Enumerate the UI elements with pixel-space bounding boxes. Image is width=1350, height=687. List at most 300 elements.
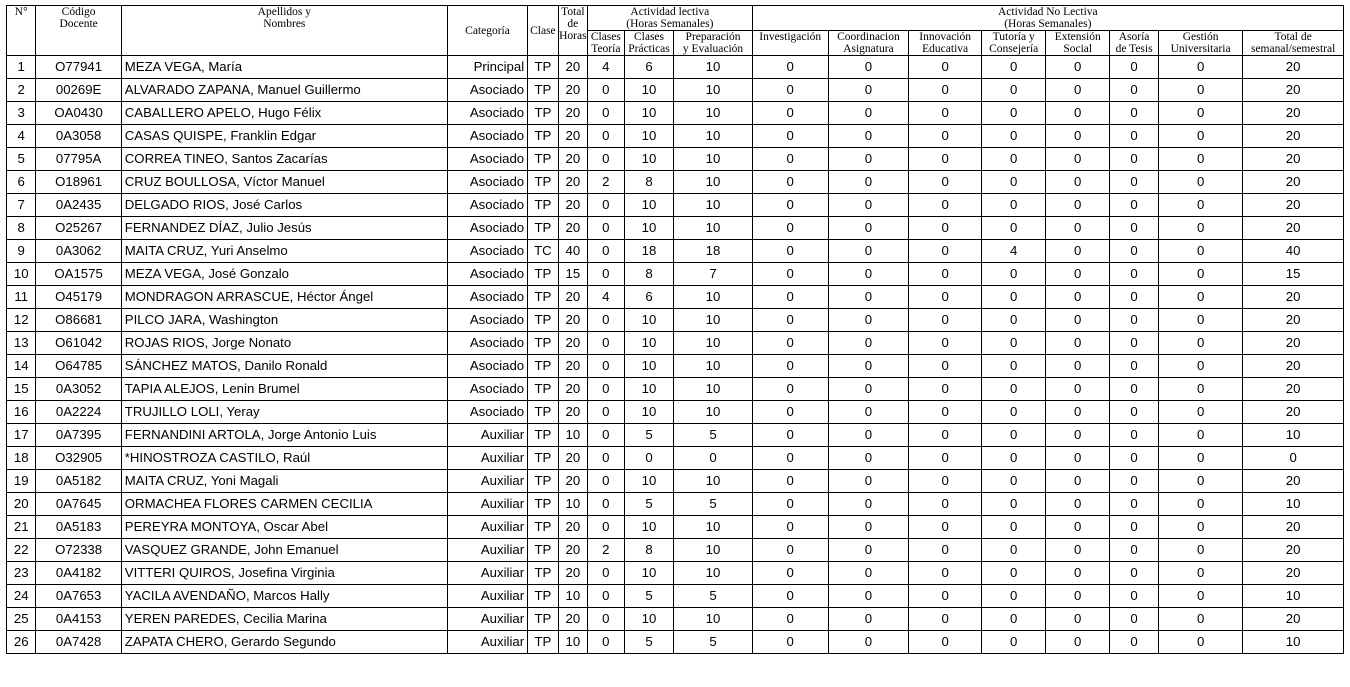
cell-gestion: 0 (1158, 125, 1242, 148)
cell-innovacion: 0 (909, 447, 982, 470)
cell-num: 8 (7, 217, 36, 240)
cell-total-semanal: 20 (1243, 217, 1344, 240)
cell-tutoria: 0 (982, 585, 1046, 608)
table-row (7, 516, 1344, 539)
cell-tutoria: 0 (982, 56, 1046, 79)
cell-coordinacion: 0 (828, 447, 908, 470)
cell-investigacion: 0 (752, 79, 828, 102)
cell-clase: TP (528, 79, 558, 102)
cell-total-semanal: 10 (1243, 493, 1344, 516)
cell-codigo: 00269E (36, 79, 121, 102)
cell-codigo: 0A7653 (36, 585, 121, 608)
cell-clases-teoria: 0 (588, 631, 625, 654)
cell-preparacion: 10 (674, 401, 752, 424)
cell-investigacion: 0 (752, 608, 828, 631)
cell-total-semanal: 20 (1243, 332, 1344, 355)
cell-clases-practicas: 10 (624, 516, 674, 539)
cell-clase: TP (528, 562, 558, 585)
cell-categoria: Auxiliar (447, 585, 527, 608)
cell-extension: 0 (1046, 562, 1110, 585)
cell-investigacion: 0 (752, 286, 828, 309)
cell-coordinacion: 0 (828, 125, 908, 148)
cell-investigacion: 0 (752, 194, 828, 217)
cell-coordinacion: 0 (828, 585, 908, 608)
cell-nombre: MAITA CRUZ, Yoni Magali (121, 470, 447, 493)
cell-extension: 0 (1046, 355, 1110, 378)
cell-clase: TP (528, 332, 558, 355)
cell-categoria: Asociado (447, 355, 527, 378)
cell-innovacion: 0 (909, 263, 982, 286)
cell-clases-teoria: 0 (588, 355, 625, 378)
cell-preparacion: 10 (674, 378, 752, 401)
cell-codigo: 0A3052 (36, 378, 121, 401)
cell-gestion: 0 (1158, 585, 1242, 608)
cell-num: 19 (7, 470, 36, 493)
cell-asesoria: 0 (1110, 240, 1159, 263)
cell-nombre: TAPIA ALEJOS, Lenin Brumel (121, 378, 447, 401)
cell-clases-teoria: 0 (588, 447, 625, 470)
cell-total-semanal: 20 (1243, 355, 1344, 378)
cell-total-horas: 20 (558, 332, 587, 355)
cell-tutoria: 0 (982, 355, 1046, 378)
cell-codigo: 0A7395 (36, 424, 121, 447)
cell-coordinacion: 0 (828, 424, 908, 447)
cell-nombre: CABALLERO APELO, Hugo Félix (121, 102, 447, 125)
cell-nombre: CORREA TINEO, Santos Zacarías (121, 148, 447, 171)
cell-extension: 0 (1046, 263, 1110, 286)
cell-total-horas: 20 (558, 447, 587, 470)
cell-num: 4 (7, 125, 36, 148)
cell-coordinacion: 0 (828, 309, 908, 332)
cell-clase: TP (528, 585, 558, 608)
cell-gestion: 0 (1158, 516, 1242, 539)
cell-codigo: O64785 (36, 355, 121, 378)
cell-clase: TP (528, 148, 558, 171)
cell-tutoria: 0 (982, 424, 1046, 447)
cell-preparacion: 10 (674, 562, 752, 585)
cell-extension: 0 (1046, 401, 1110, 424)
cell-categoria: Asociado (447, 102, 527, 125)
cell-asesoria: 0 (1110, 102, 1159, 125)
cell-categoria: Auxiliar (447, 516, 527, 539)
header-asesoria: Asoría de Tesis (1110, 31, 1159, 56)
cell-preparacion: 10 (674, 516, 752, 539)
cell-investigacion: 0 (752, 631, 828, 654)
cell-total-horas: 20 (558, 125, 587, 148)
cell-extension: 0 (1046, 470, 1110, 493)
cell-categoria: Asociado (447, 79, 527, 102)
cell-investigacion: 0 (752, 355, 828, 378)
cell-extension: 0 (1046, 217, 1110, 240)
table-row (7, 56, 1344, 79)
cell-preparacion: 10 (674, 148, 752, 171)
cell-nombre: MEZA VEGA, José Gonzalo (121, 263, 447, 286)
cell-tutoria: 0 (982, 562, 1046, 585)
cell-total-semanal: 20 (1243, 79, 1344, 102)
cell-preparacion: 10 (674, 171, 752, 194)
cell-innovacion: 0 (909, 539, 982, 562)
cell-tutoria: 0 (982, 217, 1046, 240)
cell-nombre: PILCO JARA, Washington (121, 309, 447, 332)
cell-coordinacion: 0 (828, 194, 908, 217)
cell-investigacion: 0 (752, 332, 828, 355)
cell-codigo: 0A4153 (36, 608, 121, 631)
cell-gestion: 0 (1158, 217, 1242, 240)
cell-nombre: FERNANDINI ARTOLA, Jorge Antonio Luis (121, 424, 447, 447)
cell-asesoria: 0 (1110, 332, 1159, 355)
cell-clases-practicas: 8 (624, 171, 674, 194)
cell-investigacion: 0 (752, 562, 828, 585)
header-total-semanal: Total de semanal/semestral (1243, 31, 1344, 56)
cell-clase: TP (528, 631, 558, 654)
cell-codigo: 0A3058 (36, 125, 121, 148)
cell-codigo: O18961 (36, 171, 121, 194)
cell-total-semanal: 20 (1243, 309, 1344, 332)
cell-coordinacion: 0 (828, 562, 908, 585)
cell-num: 25 (7, 608, 36, 631)
header-nombres: Apellidos y Nombres (121, 6, 447, 56)
cell-clase: TP (528, 608, 558, 631)
cell-coordinacion: 0 (828, 263, 908, 286)
table-row (7, 171, 1344, 194)
cell-categoria: Auxiliar (447, 447, 527, 470)
cell-clases-practicas: 10 (624, 102, 674, 125)
header-clases-practicas: Clases Prácticas (624, 31, 674, 56)
table-row (7, 608, 1344, 631)
cell-investigacion: 0 (752, 263, 828, 286)
table-row (7, 263, 1344, 286)
cell-preparacion: 10 (674, 608, 752, 631)
cell-nombre: DELGADO RIOS, José Carlos (121, 194, 447, 217)
cell-total-horas: 20 (558, 286, 587, 309)
cell-asesoria: 0 (1110, 608, 1159, 631)
cell-categoria: Asociado (447, 332, 527, 355)
cell-clases-teoria: 0 (588, 378, 625, 401)
cell-asesoria: 0 (1110, 516, 1159, 539)
cell-clases-teoria: 2 (588, 171, 625, 194)
cell-investigacion: 0 (752, 470, 828, 493)
cell-num: 18 (7, 447, 36, 470)
cell-gestion: 0 (1158, 194, 1242, 217)
cell-total-horas: 40 (558, 240, 587, 263)
cell-innovacion: 0 (909, 56, 982, 79)
cell-asesoria: 0 (1110, 539, 1159, 562)
cell-num: 1 (7, 56, 36, 79)
cell-total-horas: 20 (558, 401, 587, 424)
cell-coordinacion: 0 (828, 217, 908, 240)
cell-investigacion: 0 (752, 125, 828, 148)
cell-innovacion: 0 (909, 240, 982, 263)
cell-num: 20 (7, 493, 36, 516)
cell-total-horas: 20 (558, 608, 587, 631)
cell-asesoria: 0 (1110, 355, 1159, 378)
cell-coordinacion: 0 (828, 355, 908, 378)
cell-extension: 0 (1046, 585, 1110, 608)
cell-clase: TP (528, 194, 558, 217)
header-tutoria: Tutoría y Consejería (982, 31, 1046, 56)
cell-clases-teoria: 0 (588, 493, 625, 516)
cell-total-horas: 20 (558, 194, 587, 217)
cell-num: 16 (7, 401, 36, 424)
cell-clase: TP (528, 286, 558, 309)
cell-innovacion: 0 (909, 171, 982, 194)
cell-preparacion: 7 (674, 263, 752, 286)
cell-num: 14 (7, 355, 36, 378)
cell-investigacion: 0 (752, 378, 828, 401)
cell-innovacion: 0 (909, 217, 982, 240)
cell-total-horas: 20 (558, 56, 587, 79)
cell-categoria: Principal (447, 56, 527, 79)
cell-clases-practicas: 5 (624, 493, 674, 516)
cell-coordinacion: 0 (828, 631, 908, 654)
cell-clases-practicas: 10 (624, 401, 674, 424)
cell-gestion: 0 (1158, 171, 1242, 194)
table-row (7, 424, 1344, 447)
cell-total-horas: 20 (558, 217, 587, 240)
cell-coordinacion: 0 (828, 102, 908, 125)
cell-gestion: 0 (1158, 79, 1242, 102)
table-body (7, 56, 1344, 654)
cell-clase: TP (528, 263, 558, 286)
cell-tutoria: 0 (982, 539, 1046, 562)
cell-num: 15 (7, 378, 36, 401)
cell-investigacion: 0 (752, 56, 828, 79)
cell-total-horas: 10 (558, 585, 587, 608)
cell-asesoria: 0 (1110, 585, 1159, 608)
cell-total-semanal: 20 (1243, 608, 1344, 631)
cell-asesoria: 0 (1110, 309, 1159, 332)
table-row (7, 332, 1344, 355)
cell-clases-teoria: 0 (588, 608, 625, 631)
cell-coordinacion: 0 (828, 171, 908, 194)
cell-preparacion: 5 (674, 631, 752, 654)
cell-gestion: 0 (1158, 447, 1242, 470)
cell-gestion: 0 (1158, 332, 1242, 355)
cell-tutoria: 0 (982, 447, 1046, 470)
cell-gestion: 0 (1158, 378, 1242, 401)
cell-preparacion: 10 (674, 286, 752, 309)
cell-nombre: TRUJILLO LOLI, Yeray (121, 401, 447, 424)
cell-coordinacion: 0 (828, 493, 908, 516)
cell-total-horas: 20 (558, 378, 587, 401)
cell-total-horas: 20 (558, 102, 587, 125)
cell-categoria: Auxiliar (447, 608, 527, 631)
cell-clases-practicas: 10 (624, 194, 674, 217)
cell-total-semanal: 20 (1243, 102, 1344, 125)
table-row (7, 125, 1344, 148)
cell-num: 17 (7, 424, 36, 447)
cell-codigo: 0A7428 (36, 631, 121, 654)
cell-total-horas: 20 (558, 539, 587, 562)
cell-extension: 0 (1046, 148, 1110, 171)
cell-num: 10 (7, 263, 36, 286)
cell-clases-practicas: 10 (624, 332, 674, 355)
cell-tutoria: 0 (982, 608, 1046, 631)
cell-num: 11 (7, 286, 36, 309)
cell-clases-practicas: 18 (624, 240, 674, 263)
cell-preparacion: 10 (674, 217, 752, 240)
cell-total-semanal: 20 (1243, 125, 1344, 148)
cell-gestion: 0 (1158, 493, 1242, 516)
cell-tutoria: 4 (982, 240, 1046, 263)
cell-clases-practicas: 5 (624, 631, 674, 654)
cell-categoria: Asociado (447, 286, 527, 309)
cell-asesoria: 0 (1110, 378, 1159, 401)
cell-clases-practicas: 5 (624, 585, 674, 608)
cell-asesoria: 0 (1110, 424, 1159, 447)
cell-codigo: O86681 (36, 309, 121, 332)
cell-preparacion: 10 (674, 355, 752, 378)
cell-preparacion: 5 (674, 424, 752, 447)
cell-gestion: 0 (1158, 562, 1242, 585)
cell-asesoria: 0 (1110, 263, 1159, 286)
table-row (7, 194, 1344, 217)
cell-preparacion: 10 (674, 194, 752, 217)
cell-codigo: 0A5182 (36, 470, 121, 493)
header-gestion: Gestión Universitaria (1158, 31, 1242, 56)
header-innovacion: Innovación Educativa (909, 31, 982, 56)
cell-codigo: OA1575 (36, 263, 121, 286)
cell-innovacion: 0 (909, 125, 982, 148)
cell-coordinacion: 0 (828, 470, 908, 493)
cell-extension: 0 (1046, 447, 1110, 470)
cell-tutoria: 0 (982, 125, 1046, 148)
cell-clases-teoria: 0 (588, 240, 625, 263)
cell-clase: TP (528, 217, 558, 240)
cell-clases-teoria: 0 (588, 516, 625, 539)
cell-gestion: 0 (1158, 470, 1242, 493)
table-header (7, 6, 1344, 56)
table-row (7, 585, 1344, 608)
cell-categoria: Auxiliar (447, 493, 527, 516)
cell-coordinacion: 0 (828, 608, 908, 631)
cell-clases-teoria: 0 (588, 79, 625, 102)
table-row (7, 240, 1344, 263)
cell-codigo: O25267 (36, 217, 121, 240)
cell-num: 21 (7, 516, 36, 539)
cell-preparacion: 10 (674, 332, 752, 355)
cell-extension: 0 (1046, 171, 1110, 194)
cell-tutoria: 0 (982, 286, 1046, 309)
cell-asesoria: 0 (1110, 217, 1159, 240)
cell-nombre: VITTERI QUIROS, Josefina Virginia (121, 562, 447, 585)
header-actividad-no-lectiva: Actividad No Lectiva (Horas Semanales) (752, 6, 1343, 31)
cell-preparacion: 10 (674, 309, 752, 332)
cell-categoria: Asociado (447, 217, 527, 240)
cell-clases-practicas: 10 (624, 608, 674, 631)
cell-total-horas: 20 (558, 148, 587, 171)
header-clase: Clase (528, 6, 558, 56)
cell-gestion: 0 (1158, 286, 1242, 309)
cell-investigacion: 0 (752, 240, 828, 263)
table-row (7, 562, 1344, 585)
cell-extension: 0 (1046, 516, 1110, 539)
cell-innovacion: 0 (909, 608, 982, 631)
header-clases-teoria: Clases Teoría (588, 31, 625, 56)
cell-innovacion: 0 (909, 332, 982, 355)
cell-num: 7 (7, 194, 36, 217)
cell-clase: TP (528, 171, 558, 194)
cell-preparacion: 10 (674, 470, 752, 493)
cell-coordinacion: 0 (828, 378, 908, 401)
cell-total-horas: 20 (558, 355, 587, 378)
cell-num: 24 (7, 585, 36, 608)
cell-innovacion: 0 (909, 355, 982, 378)
cell-gestion: 0 (1158, 539, 1242, 562)
cell-tutoria: 0 (982, 631, 1046, 654)
cell-gestion: 0 (1158, 148, 1242, 171)
cell-num: 22 (7, 539, 36, 562)
cell-clase: TP (528, 56, 558, 79)
cell-clases-practicas: 8 (624, 263, 674, 286)
cell-investigacion: 0 (752, 309, 828, 332)
cell-coordinacion: 0 (828, 332, 908, 355)
cell-num: 23 (7, 562, 36, 585)
cell-clases-teoria: 4 (588, 286, 625, 309)
cell-tutoria: 0 (982, 102, 1046, 125)
cell-extension: 0 (1046, 424, 1110, 447)
cell-tutoria: 0 (982, 79, 1046, 102)
cell-innovacion: 0 (909, 493, 982, 516)
cell-clase: TP (528, 378, 558, 401)
cell-asesoria: 0 (1110, 56, 1159, 79)
cell-tutoria: 0 (982, 309, 1046, 332)
cell-asesoria: 0 (1110, 631, 1159, 654)
cell-innovacion: 0 (909, 102, 982, 125)
cell-num: 5 (7, 148, 36, 171)
cell-tutoria: 0 (982, 332, 1046, 355)
cell-preparacion: 5 (674, 493, 752, 516)
cell-categoria: Auxiliar (447, 539, 527, 562)
table-row (7, 309, 1344, 332)
cell-nombre: YACILA AVENDAÑO, Marcos Hally (121, 585, 447, 608)
cell-categoria: Asociado (447, 125, 527, 148)
table-row (7, 470, 1344, 493)
cell-num: 6 (7, 171, 36, 194)
cell-nombre: *HINOSTROZA CASTILO, Raúl (121, 447, 447, 470)
cell-categoria: Asociado (447, 309, 527, 332)
cell-total-semanal: 10 (1243, 424, 1344, 447)
cell-clases-teoria: 0 (588, 585, 625, 608)
cell-tutoria: 0 (982, 171, 1046, 194)
cell-total-horas: 20 (558, 79, 587, 102)
cell-nombre: CRUZ BOULLOSA, Víctor Manuel (121, 171, 447, 194)
cell-codigo: O45179 (36, 286, 121, 309)
header-codigo: Código Docente (36, 6, 121, 56)
cell-extension: 0 (1046, 286, 1110, 309)
cell-categoria: Auxiliar (447, 631, 527, 654)
cell-num: 12 (7, 309, 36, 332)
cell-nombre: PEREYRA MONTOYA, Oscar Abel (121, 516, 447, 539)
cell-tutoria: 0 (982, 378, 1046, 401)
cell-coordinacion: 0 (828, 286, 908, 309)
cell-categoria: Asociado (447, 148, 527, 171)
cell-total-horas: 20 (558, 516, 587, 539)
cell-clases-teoria: 0 (588, 125, 625, 148)
cell-preparacion: 10 (674, 125, 752, 148)
cell-gestion: 0 (1158, 263, 1242, 286)
cell-nombre: SÁNCHEZ MATOS, Danilo Ronald (121, 355, 447, 378)
cell-clase: TP (528, 424, 558, 447)
cell-innovacion: 0 (909, 401, 982, 424)
cell-extension: 0 (1046, 79, 1110, 102)
cell-nombre: FERNANDEZ DÍAZ, Julio Jesús (121, 217, 447, 240)
cell-total-semanal: 20 (1243, 562, 1344, 585)
table-row (7, 148, 1344, 171)
cell-preparacion: 10 (674, 56, 752, 79)
cell-clases-practicas: 0 (624, 447, 674, 470)
cell-gestion: 0 (1158, 631, 1242, 654)
